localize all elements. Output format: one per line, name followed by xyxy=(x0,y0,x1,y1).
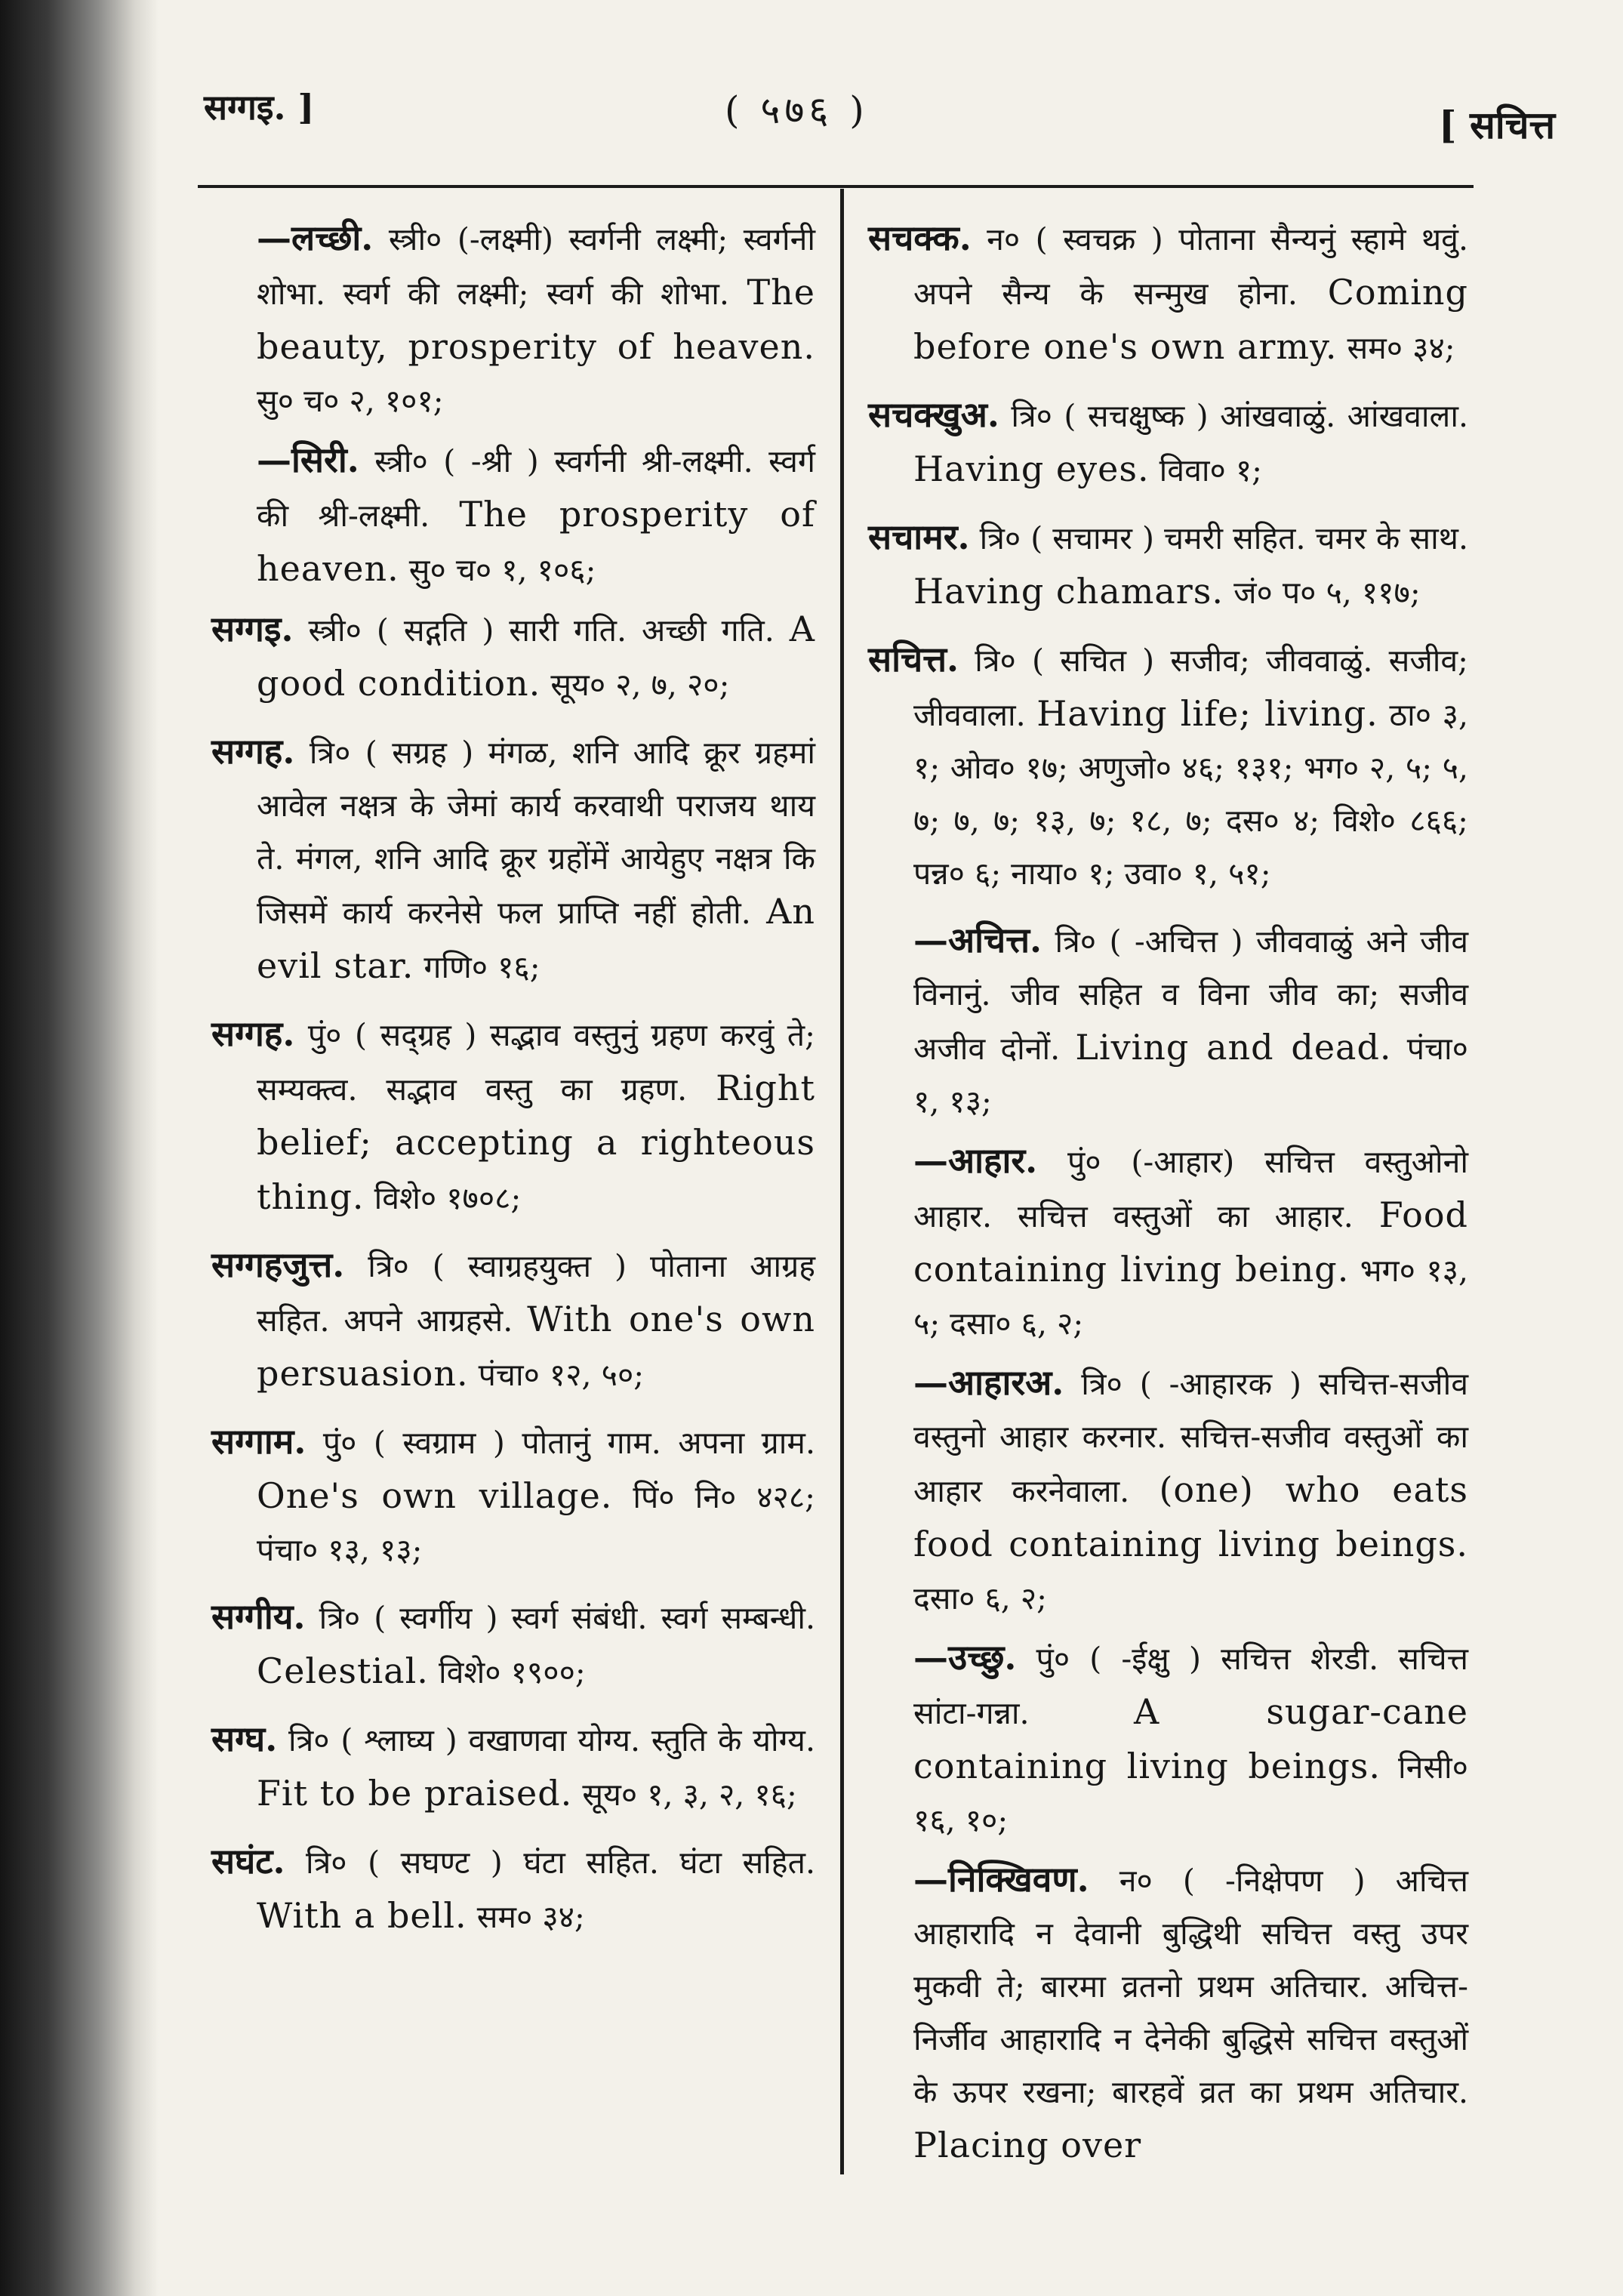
entry-references: जं० प० ५, ११७; xyxy=(1233,575,1421,611)
entry-references: गणि० १६; xyxy=(423,949,540,985)
entry-references: दसा० ६, २; xyxy=(913,1580,1047,1616)
entry-headword: —लच्छी. xyxy=(257,217,374,258)
entry-english: Coming before one's own army. xyxy=(913,272,1468,367)
entry-references: पंचा० १२, ५०; xyxy=(478,1357,645,1393)
entry-headword: सग्गह. xyxy=(211,731,295,772)
column-divider xyxy=(840,189,844,2174)
entry-headword: —उच्छु. xyxy=(913,1637,1017,1678)
entry-definition: त्रि० ( स्वाग्रहयुक्त ) पोताना आग्रह सहित. अपने आग्रहसे. xyxy=(257,1248,815,1339)
entry-headword: सग्गीय. xyxy=(211,1596,306,1637)
entry-references: पिं० नि० ४२८; पंचा० १३, १३; xyxy=(257,1479,815,1568)
entry-definition: स्त्री० ( -श्री ) स्वर्गनी श्री-लक्ष्मी. स्वर्ग की श्री-लक्ष्मी. xyxy=(257,443,815,534)
entry-definition: पुं० ( सद्ग्रह ) सद्भाव वस्तुनुं ग्रहण करवुं ते; सम्यक्त्व. सद्भाव वस्तु का ग्रहण. xyxy=(257,1017,815,1108)
entry-references: सूय० १, ३, २, १६; xyxy=(582,1777,797,1813)
entry-definition: त्रि० ( सचक्षुष्क ) आंखवाळुं. आंखवाला. xyxy=(1011,398,1468,434)
entry-english: Celestial. xyxy=(257,1650,429,1691)
entry-definition: स्त्री० (-लक्ष्मी) स्वर्गनी लक्ष्मी; स्वर्गनी शोभा. स्वर्ग की लक्ष्मी; स्वर्ग की शोभा. xyxy=(257,221,815,312)
entry-definition: स्त्री० ( सद्गति ) सारी गति. अच्छी गति. xyxy=(308,612,775,649)
entry-definition: त्रि० ( सचित ) सजीव; जीववाळुं. सजीव; जीववाला. xyxy=(913,643,1468,733)
entry-english: Having chamars. xyxy=(913,571,1224,612)
entry-references: निसी० १६, १०; xyxy=(913,1749,1468,1838)
entry-references: सम० ३४; xyxy=(476,1899,585,1935)
entry-definition: त्रि० ( सचामर ) चमरी सहित. चमर के साथ. xyxy=(979,520,1468,556)
entry-english: A sugar-cane containing living beings. xyxy=(913,1691,1468,1786)
entry-english: Placing over xyxy=(913,2125,1142,2165)
dictionary-entry xyxy=(211,433,815,596)
entry-english: With one's own persuasion. xyxy=(257,1299,815,1394)
dictionary-entry xyxy=(868,510,1468,619)
page-binding-shadow xyxy=(0,0,159,2296)
dictionary-entry xyxy=(868,633,1468,900)
entry-english: Having life; living. xyxy=(1036,693,1378,734)
right-column xyxy=(868,211,1468,2179)
entry-references: पंचा० १, १३; xyxy=(913,1031,1468,1120)
entry-definition: न० ( -निक्षेपण ) अचित्त आहारादि न देवानी बुद्धिथी सचित्त वस्तु उपर मुकवी ते; बारमा व्रतनो प्रथम अतिचार. अचित्त-निर्जीव आहारादि न देनेकी बुद्धिसे सचित्त वस्तुओं के ऊपर रखना; बारहवें व्रत का प्रथम अतिचार. xyxy=(913,1863,1468,2110)
entry-english: Having eyes. xyxy=(913,448,1150,489)
dictionary-entry xyxy=(211,1835,815,1943)
entry-english: An evil star. xyxy=(257,891,815,986)
entry-references: विवा० १; xyxy=(1159,452,1262,488)
entry-references: विशे० १७०८; xyxy=(374,1180,522,1216)
entry-headword: सग्गाम. xyxy=(211,1421,306,1462)
dictionary-entry xyxy=(868,914,1468,1128)
entry-references: विशे० १९००; xyxy=(438,1654,586,1690)
dictionary-entry xyxy=(211,1590,815,1699)
dictionary-entry xyxy=(211,725,815,994)
entry-definition: त्रि० ( सघण्ट ) घंटा सहित. घंटा सहित. xyxy=(306,1845,815,1881)
entry-headword: सचित्त. xyxy=(868,639,959,680)
entry-english: With a bell. xyxy=(257,1895,467,1936)
entry-definition: न० ( स्वचक्र ) पोताना सैन्यनुं स्हामे थवुं. अपने सैन्य के सन्मुख होना. xyxy=(913,221,1468,312)
left-column xyxy=(211,211,815,1957)
entry-headword: —निक्खिवण. xyxy=(913,1859,1089,1900)
entry-english: The beauty, prosperity of heaven. xyxy=(257,272,815,367)
dictionary-entry xyxy=(868,1853,1468,2173)
header-rule xyxy=(198,185,1474,188)
entry-english: The prosperity of heaven. xyxy=(257,494,815,589)
dictionary-entry xyxy=(211,1415,815,1576)
dictionary-entry xyxy=(868,1631,1468,1847)
entry-definition: पुं० ( -ईक्षु ) सचित्त शेरडी. सचित्त सांटा-गन्ना. xyxy=(913,1641,1468,1731)
entry-headword: सग्घ. xyxy=(211,1718,278,1759)
entry-headword: सघंट. xyxy=(211,1841,285,1881)
entry-references: सु० च० २, १०१; xyxy=(257,383,444,419)
entry-references: सम० ३४; xyxy=(1347,330,1455,366)
dictionary-entry xyxy=(211,603,815,711)
entry-headword: सग्गइ. xyxy=(211,609,294,649)
entry-definition: त्रि० ( श्लाघ्य ) वखाणवा योग्य. स्तुति के योग्य. xyxy=(288,1722,815,1758)
entry-definition: त्रि० ( सग्रह ) मंगळ, शनि आदि क्रूर ग्रहमां आवेल नक्षत्र के जेमां कार्य करवाथी पराजय थाय ते. मंगल, शनि आदि क्रूर ग्रहोंमें आयेहुए नक्षत्र कि जिसमें कार्य करनेसे फल प्राप्ति नहीं होती. xyxy=(257,735,815,931)
dictionary-entry xyxy=(868,1134,1468,1350)
dictionary-entry xyxy=(211,211,815,427)
entry-english: A good condition. xyxy=(257,609,815,704)
entry-headword: सग्गहजुत्त. xyxy=(211,1244,345,1285)
entry-english: One's own village. xyxy=(257,1475,613,1516)
dictionary-entry xyxy=(211,1712,815,1821)
entry-headword: सग्गह. xyxy=(211,1013,295,1054)
entry-headword: —अचित्त. xyxy=(913,920,1042,960)
dictionary-entry xyxy=(868,211,1468,374)
entry-headword: सचक्खुअ. xyxy=(868,394,999,435)
entry-references: भग० १३, ५; दसा० ६, २; xyxy=(913,1253,1468,1342)
entry-definition: पुं० (-आहार) सचित्त वस्तुओनो आहार. सचित्त वस्तुओं का आहार. xyxy=(913,1144,1468,1234)
entry-definition: त्रि० ( स्वर्गीय ) स्वर्ग संबंधी. स्वर्ग सम्बन्धी. xyxy=(319,1600,815,1636)
dictionary-entry xyxy=(211,1238,815,1401)
entry-references: सूय० २, ७, २०; xyxy=(550,667,730,703)
page-header xyxy=(204,76,1555,159)
entry-headword: सचक्क. xyxy=(868,217,972,258)
dictionary-entry xyxy=(211,1007,815,1225)
entry-headword: सचामर. xyxy=(868,516,970,557)
entry-definition: पुं० ( स्वग्राम ) पोतानुं गाम. अपना ग्राम. xyxy=(322,1425,815,1461)
dictionary-entry xyxy=(868,1356,1468,1625)
header-left-guide-word: सग्गइ. ] xyxy=(204,87,315,128)
entry-headword: —सिरी. xyxy=(257,439,359,480)
entry-references: ठा० ३, १; ओव० १७; अणुजो० ४६; १३१; भग० २, ५; ५, ७; ७, ७; १३, ७; १८, ७; दस० ४; विशे० ८६६; पन्न० ६; नाया० १; उवा० १, ५१; xyxy=(913,697,1468,892)
entry-headword: —आहारअ. xyxy=(913,1362,1064,1403)
entry-english: Living and dead. xyxy=(1075,1027,1392,1068)
entry-english: Right belief; accepting a righteous thing. xyxy=(257,1068,815,1217)
entry-references: सु० च० १, १०६; xyxy=(408,552,596,588)
dictionary-entry xyxy=(868,388,1468,497)
entry-headword: —आहार. xyxy=(913,1140,1038,1181)
entry-definition: त्रि० ( -अचित्त ) जीववाळुं अने जीव विनानुं. जीव सहित व विना जीव का; सजीव अजीव दोनों. xyxy=(913,923,1468,1067)
entry-english: Fit to be praised. xyxy=(257,1773,573,1814)
entry-english: (one) who eats food containing living beings. xyxy=(913,1469,1468,1564)
entry-english: Food containing living being. xyxy=(913,1194,1468,1290)
entry-definition: त्रि० ( -आहारक ) सचित्त-सजीव वस्तुनो आहार करनार. सचित्त-सजीव वस्तुओं का आहार करनेवाला. xyxy=(913,1366,1468,1509)
header-right-guide-word: [ सचित्त xyxy=(1438,103,1555,147)
header-page-number: ( ५७६ ) xyxy=(725,88,869,132)
